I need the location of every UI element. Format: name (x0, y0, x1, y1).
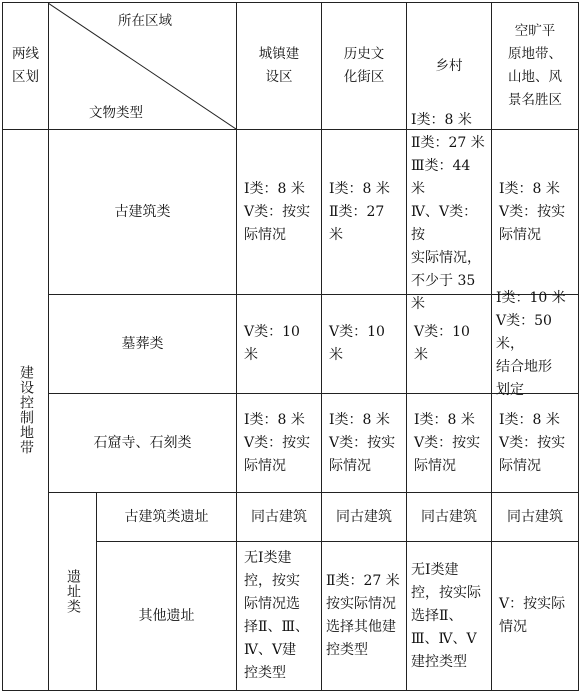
zone-table (2, 2, 579, 691)
table-cell: 同古建筑 (251, 508, 307, 525)
col-header: 城镇建 设区 (258, 46, 300, 85)
table-cell: 无Ⅰ类建 控，按实际 选择Ⅱ、 Ⅲ、Ⅳ、Ⅴ 建控类型 (411, 561, 481, 670)
table-cell: Ⅰ类：8 米 Ⅱ类：27 米 (329, 180, 390, 243)
corner-top-label: 所在区域 (118, 12, 172, 29)
table-cell: Ⅰ类：8 米 Ⅴ类：按实 际情况 (329, 411, 396, 474)
band-label: 建设控制地带 (18, 365, 34, 455)
table-cell: Ⅴ：按实际 情况 (499, 596, 566, 635)
table-cell: Ⅴ类：10 米 (329, 324, 385, 363)
site-group-label: 遗址类 (65, 569, 81, 614)
table-cell: Ⅱ类：27 米 按实际情况 选择其他建 控类型 (326, 573, 400, 658)
row-label: 石窟寺、石刻类 (93, 434, 192, 451)
corner-left-label: 两线 区划 (12, 46, 39, 85)
row-label: 墓葬类 (121, 335, 164, 352)
table-cell: Ⅰ类：8 米 Ⅴ类：按实 际情况 (499, 411, 566, 474)
col-header: 历史文 化街区 (343, 46, 385, 85)
table-cell: Ⅰ类：8 米 Ⅱ类：27 米 Ⅲ类：44 米 Ⅳ、Ⅴ类：按 实际情况， 不少于 35 米 (411, 111, 485, 312)
table-cell: 无Ⅰ类建 控，按实 际情况选 择Ⅱ、Ⅲ、 Ⅳ、Ⅴ建 控类型 (244, 550, 310, 681)
table-cell: Ⅴ类：10 米 (244, 324, 300, 363)
col-header: 空旷平 原地带、 山地、风 景名胜区 (508, 23, 562, 108)
table-cell: Ⅰ类：8 米 Ⅴ类：按实 际情况 (244, 180, 311, 243)
table-cell: Ⅰ类：8 米 Ⅴ类：按实 际情况 (244, 411, 311, 474)
col-header: 乡村 (435, 57, 463, 74)
table-cell: Ⅴ类：10 米 (414, 324, 470, 363)
table-cell: 同古建筑 (421, 508, 477, 525)
table-cell: 同古建筑 (336, 508, 392, 525)
row-label: 其他遗址 (138, 607, 195, 624)
table-cell: Ⅰ类：8 米 Ⅴ类：按实 际情况 (414, 411, 481, 474)
corner-bottom-label: 文物类型 (89, 104, 143, 121)
row-label: 古建筑类 (114, 203, 171, 220)
table-cell: Ⅰ类：8 米 Ⅴ类：按实 际情况 (499, 180, 566, 243)
row-label: 古建筑类遗址 (124, 508, 209, 525)
table-cell: Ⅰ类：10 米 Ⅴ类：50 米， 结合地形 划定 (496, 289, 566, 398)
table-cell: 同古建筑 (507, 508, 563, 525)
